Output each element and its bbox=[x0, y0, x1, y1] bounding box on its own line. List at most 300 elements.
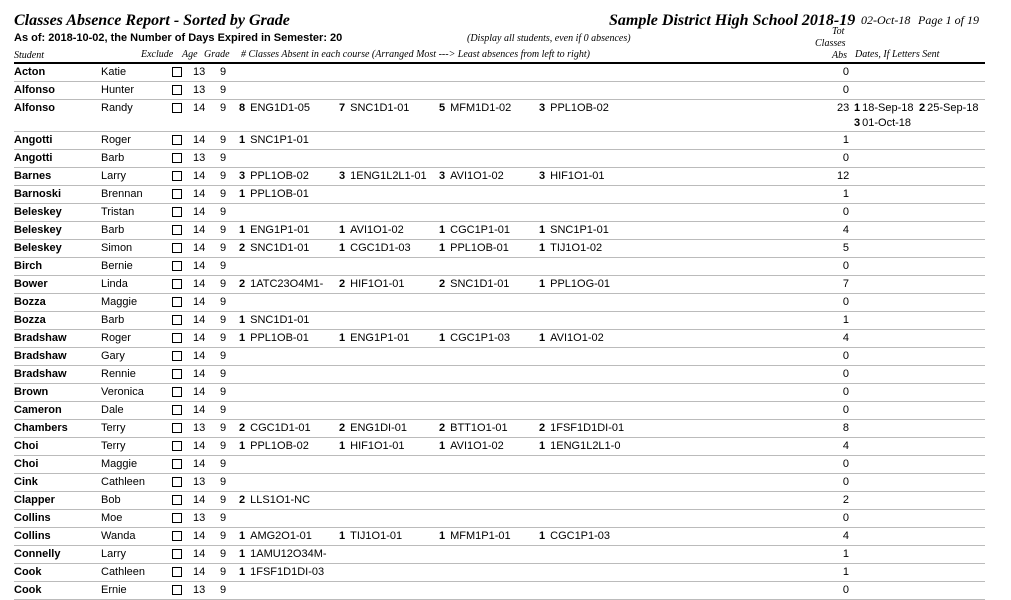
student-grade: 9 bbox=[220, 386, 227, 398]
course-code: AMG2O1-01 bbox=[250, 530, 312, 542]
letter-date: 25-Sep-18 bbox=[927, 102, 979, 114]
student-age: 14 bbox=[193, 296, 206, 308]
column-header-grade: Grade bbox=[204, 49, 230, 60]
total-absences: 0 bbox=[842, 296, 849, 308]
course-code: SNC1P1-01 bbox=[550, 224, 609, 236]
total-absences: 0 bbox=[842, 584, 849, 596]
absence-count: 2 bbox=[539, 422, 546, 434]
student-first-name: Roger bbox=[101, 134, 131, 146]
student-grade: 9 bbox=[220, 224, 227, 236]
report-date: 02-Oct-18 bbox=[861, 13, 911, 27]
table-row bbox=[14, 330, 985, 348]
total-absences: 4 bbox=[842, 530, 849, 542]
student-first-name: Barb bbox=[101, 314, 125, 326]
absence-count: 1 bbox=[239, 224, 246, 236]
student-grade: 9 bbox=[220, 260, 227, 272]
absence-count: 1 bbox=[339, 242, 346, 254]
exclude-checkbox[interactable] bbox=[172, 243, 182, 253]
student-last-name: Beleskey bbox=[14, 206, 62, 218]
absence-count: 1 bbox=[439, 530, 446, 542]
student-last-name: Cook bbox=[14, 566, 42, 578]
student-age: 14 bbox=[193, 278, 206, 290]
exclude-checkbox[interactable] bbox=[172, 171, 182, 181]
course-absence bbox=[239, 440, 309, 452]
letter-number: 2 bbox=[919, 102, 926, 114]
student-grade: 9 bbox=[220, 458, 227, 470]
absence-count: 1 bbox=[539, 278, 546, 290]
course-absence bbox=[339, 530, 402, 542]
student-first-name: Wanda bbox=[101, 530, 136, 542]
course-code: MFM1P1-01 bbox=[450, 530, 511, 542]
student-grade: 9 bbox=[220, 332, 227, 344]
total-absences: 0 bbox=[842, 206, 849, 218]
student-age: 13 bbox=[193, 66, 206, 78]
student-last-name: Choi bbox=[14, 458, 39, 470]
exclude-checkbox[interactable] bbox=[172, 459, 182, 469]
column-header-dates: Dates, If Letters Sent bbox=[855, 49, 940, 60]
course-code: HIF1O1-01 bbox=[550, 170, 605, 182]
student-age: 14 bbox=[193, 314, 206, 326]
course-absence bbox=[239, 102, 310, 114]
student-last-name: Bozza bbox=[14, 314, 46, 326]
student-age: 14 bbox=[193, 548, 206, 560]
student-grade: 9 bbox=[220, 170, 227, 182]
student-last-name: Alfonso bbox=[14, 84, 55, 96]
course-code: LLS1O1-NC bbox=[250, 494, 311, 506]
student-last-name: Beleskey bbox=[14, 224, 62, 236]
student-grade: 9 bbox=[220, 404, 227, 416]
student-first-name: Ernie bbox=[101, 584, 127, 596]
student-age: 13 bbox=[193, 422, 206, 434]
column-header-exclude: Exclude bbox=[141, 49, 174, 60]
exclude-checkbox[interactable] bbox=[172, 85, 182, 95]
total-absences: 7 bbox=[842, 278, 849, 290]
absence-count: 1 bbox=[239, 188, 246, 200]
course-code: CGC1D1-01 bbox=[250, 422, 311, 434]
course-code: PPL1OB-02 bbox=[250, 170, 309, 182]
student-grade: 9 bbox=[220, 188, 227, 200]
student-age: 14 bbox=[193, 170, 206, 182]
total-absences: 4 bbox=[842, 332, 849, 344]
student-grade: 9 bbox=[220, 296, 227, 308]
student-last-name: Birch bbox=[14, 260, 43, 272]
course-code: 1AMU12O34M- bbox=[250, 548, 327, 560]
course-absence bbox=[439, 278, 509, 290]
student-first-name: Roger bbox=[101, 332, 131, 344]
course-absence bbox=[539, 440, 620, 452]
table-row bbox=[14, 438, 985, 456]
table-row bbox=[14, 510, 985, 528]
exclude-checkbox[interactable] bbox=[172, 261, 182, 271]
student-first-name: Bob bbox=[101, 494, 121, 506]
table-row bbox=[14, 132, 985, 150]
student-age: 14 bbox=[193, 566, 206, 578]
course-absence bbox=[239, 566, 324, 578]
student-last-name: Collins bbox=[14, 530, 51, 542]
exclude-checkbox[interactable] bbox=[172, 297, 182, 307]
course-code: SNC1D1-01 bbox=[350, 102, 410, 114]
report-title: Classes Absence Report - Sorted by Grade bbox=[14, 12, 290, 29]
total-absences: 0 bbox=[842, 260, 849, 272]
student-grade: 9 bbox=[220, 278, 227, 290]
column-header-total-1: Tot bbox=[832, 26, 845, 37]
total-absences: 0 bbox=[842, 386, 849, 398]
student-age: 14 bbox=[193, 242, 206, 254]
absence-count: 1 bbox=[539, 332, 546, 344]
student-age: 14 bbox=[193, 332, 206, 344]
table-row bbox=[14, 492, 985, 510]
table-row bbox=[14, 100, 985, 132]
student-first-name: Barb bbox=[101, 224, 125, 236]
student-grade: 9 bbox=[220, 494, 227, 506]
table-row bbox=[14, 564, 985, 582]
student-last-name: Cook bbox=[14, 584, 42, 596]
exclude-checkbox[interactable] bbox=[172, 477, 182, 487]
table-row bbox=[14, 528, 985, 546]
column-header-courses: # Classes Absent in each course (Arranged Most ---> Least absences from left to right) bbox=[241, 49, 590, 60]
student-age: 14 bbox=[193, 494, 206, 506]
student-first-name: Terry bbox=[101, 422, 126, 434]
student-age: 14 bbox=[193, 386, 206, 398]
table-row bbox=[14, 168, 985, 186]
student-grade: 9 bbox=[220, 102, 227, 114]
absence-count: 2 bbox=[239, 494, 246, 506]
student-age: 13 bbox=[193, 476, 206, 488]
student-first-name: Tristan bbox=[101, 206, 135, 218]
exclude-checkbox[interactable] bbox=[172, 67, 182, 77]
student-last-name: Brown bbox=[14, 386, 49, 398]
course-code: TIJ1O1-02 bbox=[550, 242, 603, 254]
student-last-name: Beleskey bbox=[14, 242, 62, 254]
course-code: CGC1P1-03 bbox=[550, 530, 611, 542]
table-row bbox=[14, 474, 985, 492]
absence-count: 5 bbox=[439, 102, 446, 114]
student-first-name: Dale bbox=[101, 404, 124, 416]
letter-number: 3 bbox=[854, 117, 861, 129]
absence-count: 2 bbox=[239, 422, 246, 434]
total-absences: 5 bbox=[842, 242, 849, 254]
exclude-checkbox[interactable] bbox=[172, 135, 182, 145]
student-grade: 9 bbox=[220, 314, 227, 326]
exclude-checkbox[interactable] bbox=[172, 225, 182, 235]
total-absences: 1 bbox=[842, 566, 849, 578]
course-absence bbox=[539, 278, 610, 290]
table-row bbox=[14, 186, 985, 204]
absence-count: 3 bbox=[439, 170, 446, 182]
student-last-name: Bozza bbox=[14, 296, 46, 308]
course-absence bbox=[239, 494, 310, 506]
student-last-name: Bradshaw bbox=[14, 332, 67, 344]
total-absences: 1 bbox=[842, 548, 849, 560]
student-grade: 9 bbox=[220, 512, 227, 524]
absence-count: 1 bbox=[239, 530, 246, 542]
total-absences: 1 bbox=[842, 134, 849, 146]
student-last-name: Angotti bbox=[14, 152, 53, 164]
total-absences: 0 bbox=[842, 404, 849, 416]
table-row bbox=[14, 240, 985, 258]
exclude-checkbox[interactable] bbox=[172, 567, 182, 577]
course-absence bbox=[439, 440, 504, 452]
student-grade: 9 bbox=[220, 548, 227, 560]
course-absence bbox=[539, 530, 610, 542]
course-absence bbox=[439, 422, 508, 434]
student-age: 13 bbox=[193, 584, 206, 596]
course-code: CGC1D1-03 bbox=[350, 242, 411, 254]
course-absence bbox=[339, 278, 405, 290]
student-grade: 9 bbox=[220, 206, 227, 218]
student-grade: 9 bbox=[220, 584, 227, 596]
student-first-name: Randy bbox=[101, 102, 133, 114]
total-absences: 0 bbox=[842, 350, 849, 362]
table-row bbox=[14, 402, 985, 420]
student-first-name: Veronica bbox=[101, 386, 144, 398]
student-grade: 9 bbox=[220, 152, 227, 164]
absence-count: 1 bbox=[239, 314, 246, 326]
absence-count: 1 bbox=[239, 548, 246, 560]
course-code: CGC1P1-01 bbox=[450, 224, 511, 236]
student-first-name: Bernie bbox=[101, 260, 133, 272]
absence-count: 1 bbox=[339, 332, 346, 344]
course-code: ENG1DI-01 bbox=[350, 422, 407, 434]
total-absences: 2 bbox=[842, 494, 849, 506]
student-first-name: Moe bbox=[101, 512, 123, 524]
table-row bbox=[14, 204, 985, 222]
student-first-name: Brennan bbox=[101, 188, 143, 200]
total-absences: 0 bbox=[842, 152, 849, 164]
course-code: ENG1P1-01 bbox=[350, 332, 410, 344]
course-absence bbox=[239, 134, 309, 146]
student-first-name: Simon bbox=[101, 242, 133, 254]
letter-date: 18-Sep-18 bbox=[862, 102, 914, 114]
course-code: AVI1O1-02 bbox=[450, 440, 504, 452]
course-code: SNC1D1-01 bbox=[250, 314, 310, 326]
table-row bbox=[14, 82, 985, 100]
student-last-name: Bradshaw bbox=[14, 368, 67, 380]
student-first-name: Hunter bbox=[101, 84, 135, 96]
table-row bbox=[14, 222, 985, 240]
course-code: PPL1OB-01 bbox=[450, 242, 509, 254]
absence-count: 1 bbox=[439, 440, 446, 452]
table-row bbox=[14, 420, 985, 438]
student-first-name: Maggie bbox=[101, 458, 138, 470]
exclude-checkbox[interactable] bbox=[172, 549, 182, 559]
student-last-name: Alfonso bbox=[14, 102, 55, 114]
course-absence bbox=[339, 102, 409, 114]
absence-count: 2 bbox=[239, 242, 246, 254]
student-age: 14 bbox=[193, 206, 206, 218]
student-age: 14 bbox=[193, 440, 206, 452]
total-absences: 0 bbox=[842, 512, 849, 524]
student-first-name: Katie bbox=[101, 66, 127, 78]
student-last-name: Connelly bbox=[14, 548, 61, 560]
student-age: 14 bbox=[193, 134, 206, 146]
absence-count: 1 bbox=[239, 440, 246, 452]
course-absence bbox=[439, 530, 511, 542]
exclude-checkbox[interactable] bbox=[172, 441, 182, 451]
total-absences: 12 bbox=[837, 170, 850, 182]
absence-count: 1 bbox=[339, 530, 346, 542]
exclude-checkbox[interactable] bbox=[172, 405, 182, 415]
course-code: 1FSF1D1DI-01 bbox=[550, 422, 625, 434]
table-row bbox=[14, 294, 985, 312]
table-row bbox=[14, 582, 985, 600]
course-absence bbox=[439, 242, 509, 254]
letter-sent bbox=[919, 102, 979, 114]
total-absences: 1 bbox=[842, 314, 849, 326]
course-absence bbox=[339, 224, 404, 236]
course-code: HIF1O1-01 bbox=[350, 278, 405, 290]
student-last-name: Barnoski bbox=[14, 188, 62, 200]
letter-sent bbox=[854, 117, 911, 129]
exclude-checkbox[interactable] bbox=[172, 387, 182, 397]
course-code: PPL1OB-02 bbox=[550, 102, 609, 114]
student-last-name: Cameron bbox=[14, 404, 62, 416]
course-absence bbox=[339, 332, 409, 344]
absence-count: 2 bbox=[239, 278, 246, 290]
exclude-checkbox[interactable] bbox=[172, 207, 182, 217]
student-grade: 9 bbox=[220, 66, 227, 78]
absence-count: 1 bbox=[439, 224, 446, 236]
absence-count: 2 bbox=[339, 422, 346, 434]
table-row bbox=[14, 546, 985, 564]
course-absence bbox=[539, 102, 609, 114]
student-grade: 9 bbox=[220, 350, 227, 362]
course-absence bbox=[239, 224, 309, 236]
student-grade: 9 bbox=[220, 422, 227, 434]
student-grade: 9 bbox=[220, 530, 227, 542]
absence-count: 3 bbox=[239, 170, 246, 182]
student-last-name: Barnes bbox=[14, 170, 52, 182]
course-code: PPL1OB-01 bbox=[250, 332, 309, 344]
course-absence bbox=[339, 422, 407, 434]
exclude-checkbox[interactable] bbox=[172, 351, 182, 361]
student-age: 13 bbox=[193, 512, 206, 524]
absence-count: 3 bbox=[539, 170, 546, 182]
total-absences: 1 bbox=[842, 188, 849, 200]
student-first-name: Rennie bbox=[101, 368, 136, 380]
exclude-checkbox[interactable] bbox=[172, 369, 182, 379]
total-absences: 0 bbox=[842, 368, 849, 380]
course-absence bbox=[239, 332, 309, 344]
exclude-checkbox[interactable] bbox=[172, 423, 182, 433]
course-absence bbox=[439, 332, 510, 344]
course-code: PPL1OB-01 bbox=[250, 188, 309, 200]
absence-count: 3 bbox=[539, 102, 546, 114]
student-first-name: Terry bbox=[101, 440, 126, 452]
course-absence bbox=[539, 170, 605, 182]
student-grade: 9 bbox=[220, 566, 227, 578]
student-first-name: Barb bbox=[101, 152, 125, 164]
course-absence bbox=[239, 278, 323, 290]
student-last-name: Acton bbox=[14, 66, 46, 78]
course-code: BTT1O1-01 bbox=[450, 422, 508, 434]
absence-count: 1 bbox=[239, 566, 246, 578]
student-age: 14 bbox=[193, 530, 206, 542]
exclude-checkbox[interactable] bbox=[172, 315, 182, 325]
course-absence bbox=[339, 440, 405, 452]
letter-date: 01-Oct-18 bbox=[862, 117, 912, 129]
display-note: (Display all students, even if 0 absences) bbox=[467, 33, 631, 44]
total-absences: 8 bbox=[842, 422, 849, 434]
course-code: ENG1D1-05 bbox=[250, 102, 311, 114]
course-code: AVI1O1-02 bbox=[450, 170, 504, 182]
absence-count: 1 bbox=[339, 440, 346, 452]
course-absence bbox=[239, 314, 309, 326]
course-code: AVI1O1-02 bbox=[350, 224, 404, 236]
student-last-name: Collins bbox=[14, 512, 51, 524]
course-absence bbox=[339, 170, 427, 182]
table-row bbox=[14, 312, 985, 330]
exclude-checkbox[interactable] bbox=[172, 531, 182, 541]
student-grade: 9 bbox=[220, 84, 227, 96]
course-absence bbox=[339, 242, 411, 254]
column-header-student: Student bbox=[14, 50, 44, 61]
report-subtitle: As of: 2018-10-02, the Number of Days Expired in Semester: 20 bbox=[14, 32, 343, 44]
absence-count: 2 bbox=[339, 278, 346, 290]
student-age: 14 bbox=[193, 224, 206, 236]
table-row bbox=[14, 348, 985, 366]
student-first-name: Linda bbox=[101, 278, 128, 290]
course-code: MFM1D1-02 bbox=[450, 102, 512, 114]
total-absences: 4 bbox=[842, 224, 849, 236]
absence-count: 1 bbox=[539, 530, 546, 542]
course-code: SNC1P1-01 bbox=[250, 134, 309, 146]
absence-count: 1 bbox=[339, 224, 346, 236]
course-code: 1ATC23O4M1- bbox=[250, 278, 324, 290]
student-age: 14 bbox=[193, 458, 206, 470]
student-last-name: Angotti bbox=[14, 134, 53, 146]
student-first-name: Larry bbox=[101, 170, 127, 182]
exclude-checkbox[interactable] bbox=[172, 153, 182, 163]
course-code: ENG1P1-01 bbox=[250, 224, 310, 236]
exclude-checkbox[interactable] bbox=[172, 189, 182, 199]
student-age: 13 bbox=[193, 152, 206, 164]
student-grade: 9 bbox=[220, 368, 227, 380]
course-absence bbox=[539, 224, 609, 236]
student-last-name: Clapper bbox=[14, 494, 55, 506]
course-absence bbox=[439, 170, 504, 182]
total-absences: 23 bbox=[837, 102, 850, 114]
course-absence bbox=[539, 422, 624, 434]
course-code: CGC1P1-03 bbox=[450, 332, 511, 344]
student-last-name: Bower bbox=[14, 278, 48, 290]
table-row bbox=[14, 64, 985, 82]
absence-count: 1 bbox=[539, 440, 546, 452]
student-first-name: Cathleen bbox=[101, 476, 146, 488]
letter-number: 1 bbox=[854, 102, 861, 114]
course-code: PPL1OG-01 bbox=[550, 278, 611, 290]
exclude-checkbox[interactable] bbox=[172, 103, 182, 113]
course-absence bbox=[539, 332, 604, 344]
total-absences: 0 bbox=[842, 476, 849, 488]
absence-count: 1 bbox=[539, 224, 546, 236]
table-row bbox=[14, 366, 985, 384]
total-absences: 0 bbox=[842, 458, 849, 470]
exclude-checkbox[interactable] bbox=[172, 279, 182, 289]
course-absence bbox=[239, 548, 327, 560]
exclude-checkbox[interactable] bbox=[172, 585, 182, 595]
student-age: 14 bbox=[193, 350, 206, 362]
absence-count: 1 bbox=[439, 332, 446, 344]
exclude-checkbox[interactable] bbox=[172, 513, 182, 523]
school-name: Sample District High School 2018-19 bbox=[609, 12, 856, 29]
total-absences: 0 bbox=[842, 84, 849, 96]
student-last-name: Cink bbox=[14, 476, 38, 488]
exclude-checkbox[interactable] bbox=[172, 333, 182, 343]
student-age: 14 bbox=[193, 188, 206, 200]
exclude-checkbox[interactable] bbox=[172, 495, 182, 505]
page-number: Page 1 of 19 bbox=[918, 13, 979, 27]
